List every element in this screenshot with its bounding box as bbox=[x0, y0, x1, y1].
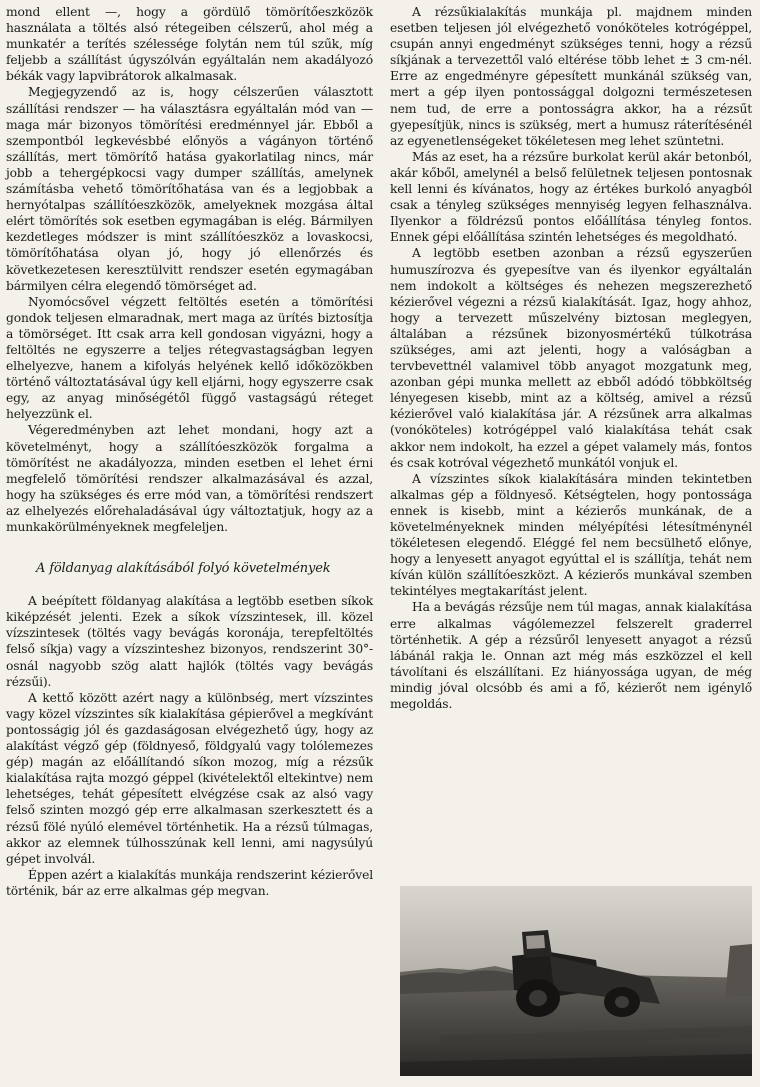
left-column bbox=[6, 4, 373, 899]
paragraph: A rézsűkialakítás munkája pl. majdnem minden esetben teljesen jól elvégezhető vonóköteles kotrógéppel, csupán annyi engedményt szükséges tenni, hogy a rézsű síkjának a tervezettől való eltérése több lehet ± 3 cm-nél. Erre az engedményre gépesített munkánál szükség van, mert a gép ilyen pontossággal dolgozni természetesen nem tud, de erre a pontosságra akkor, ha a rézsűt gyepesítjük, nincs is szükség, mert a humusz ráterítésénél az egyenetlenségeket tökéletesen meg lehet szüntetni. bbox=[390, 5, 752, 148]
paragraph: Éppen azért a kialakítás munkája rendszerint kézierővel történik, bár az erre alkalmas gép megvan. bbox=[6, 867, 373, 898]
section-heading: A földanyag alakításából folyó követelmények bbox=[36, 561, 331, 577]
paragraph: A beépített földanyag alakítása a legtöbb esetben síkok kiképzését jelenti. Ezek a síkok vízszintesek, ill. közel vízszintesek (töltés vagy bevágás koronája, terepfeltöltés felső síkja) vagy a vízszinteshez bizonyos, rendszerint 30°-osnál nagyobb szög alatt hajlók (töltés vagy bevágás rézsűi). bbox=[6, 594, 373, 689]
paragraph: Megjegyzendő az is, hogy célszerűen választott szállítási rendszer — ha választásra egyáltalán mód van — maga már bizonyos tömörítési eredménnyel jár. Ebből a szempontból legkevésbbé előnyös a vágányon történő szállítás, mert tömörítő hatása gyakorlatilag nincs, már jobb a tehergépkocsi vagy dumper szállítás, amelynek számításba vehető tömörítőhatása van és a legjobbak a hernyótalpas szállítóeszközök, amelyeknek mozgása által elért tömörítés sok esetben egymagában is elég. Bármilyen kezdetleges módszer is mint szállítóeszköz a lovaskocsi, tömörítőhatása olyan jó, hogy jó ellenőrzés és következetesen keresztülvitt rendszer esetén egymagában bármilyen célra elegendő tömörséget ad. bbox=[6, 85, 373, 293]
paragraph: Végeredményben azt lehet mondani, hogy azt a követelményt, hogy a szállítóeszközök forgalma a tömörítést ne akadályozza, minden esetben el lehet érni megfelelő tömörítési rendszer alkalmazásával és azzal, hogy ha szükséges és erre mód van, a tömörítési rendszert az elhelyezés előrehaladásával úgy változtatjuk, hogy az a munkakörülményeknek megfeleljen. bbox=[6, 423, 373, 534]
machine-photo bbox=[400, 886, 752, 1076]
paragraph: Ha a bevágás rézsűje nem túl magas, annak kialakítása erre alkalmas vágólemezzel felszerelt graderrel történhetik. A gép a rézsűről lenyesett anyagot a rézsű lábánál rakja le. Onnan azt még más eszközzel el kell távolítani és elszállítani. Ez hiányossága ugyan, de még mindig jóval olcsóbb és ami a fő, kézierőt nem igénylő megoldás. bbox=[390, 600, 752, 712]
paragraph: A vízszintes síkok kialakítására minden tekintetben alkalmas gép a földnyeső. Kétségtelen, hogy pontossága ennek is kisebb, mint a kézierős munkának, de a követelményeknek minden mélyépítési létesítménynél tökéletesen elegendő. Eléggé fel nem becsülhető előnye, hogy a lenyesett anyagot egyúttal el is szállítja, tehát nem kíván külön szállítóeszközt. A kézierős munkával szemben tekintélyes megtakarítást jelent. bbox=[390, 471, 752, 599]
paragraph: Más az eset, ha a rézsűre burkolat kerül akár betonból, akár kőből, amelynél a belső felületnek teljesen pontosnak kell lenni és kívánatos, hogy az értékes burkoló anyagból csak a tényleg szükséges mennyiség legyen felhasználva. Ilyenkor a földrézsű pontos előállítása tényleg fontos. Ennek gépi előállítása szintén lehetséges és megoldható. bbox=[390, 149, 752, 245]
paragraph: mond ellent —, hogy a gördülő tömörítőeszközök használata a töltés alsó rétegeiben célszerű, ahol még a munkatér a terítés szélessége folytán nem túl szűk, míg feljebb a szállítást úgyszólván egyáltalán nem akadályozó békák vagy lapvibrátorok alkalmasak. bbox=[6, 5, 373, 84]
paragraph: A legtöbb esetben azonban a rézsű egyszerűen humuszírozva és gyepesítve van és ilyenkor egyáltalán nem indokolt a költséges és nehezen megszerezhető kézierővel végezni a rézsű kialakítását. Igaz, hogy ahhoz, hogy a tervezett műszelvény biztosan meglegyen, általában a rézsűnek bizonyosmértékű túlkotrása szükséges, ami azt jelenti, hogy a valóságban a tervbevettnél valamivel több anyagot mozgatunk meg, azonban gépi munka mellett az ebből adódó többköltség lényegesen kisebb, mint az a költség, amivel a rézsű kézierővel való kialakítása jár. A rézsűnek arra alkalmas (vonóköteles) kotrógéppel való kialakítása tehát csak akkor nem indokolt, ha ezzel a gépet valamely más, fontos és csak kotróval végezhető munkától vonjuk el. bbox=[390, 246, 752, 470]
right-column bbox=[390, 4, 752, 712]
paragraph: Nyomócsővel végzett feltöltés esetén a tömörítési gondok teljesen elmaradnak, mert maga az ürítés biztosítja a tömörséget. Itt csak arra kell gondosan vigyázni, hogy a feltöltés ne egyszerre a teljes rétegvastagságban legyen elhelyezve, hanem a kifolyás helyének kellő időközökben történő változtatásával úgy kell eljárni, hogy egyszerre csak egy, az anyag minőségétől függő vastagságú réteget helyezzünk el. bbox=[6, 294, 373, 422]
paragraph: A kettő között azért nagy a különbség, mert vízszintes vagy közel vízszintes sík kialakítása gépierővel a megkívánt pontosságig jól és gazdaságosan elvégezhető úgy, hogy az alakítást végző gép (földnyeső, földgyalú vagy tolólemezes gép) magán az előállítandó síkon mozog, míg a rézsűk kialakítása rajta mozgó géppel (kivételektől eltekintve) nem lehetséges, tehát gépesített elvégzése csak az alsó vagy felső szinten mozgó gép erre alkalmasan szerkesztett és a rézsű fölé nyúló elemével történhetik. Ha a rézsű túlmagas, akkor az elemnek túlhosszúnak kell lenni, ami nagysúlyú gépet involvál. bbox=[6, 690, 373, 866]
